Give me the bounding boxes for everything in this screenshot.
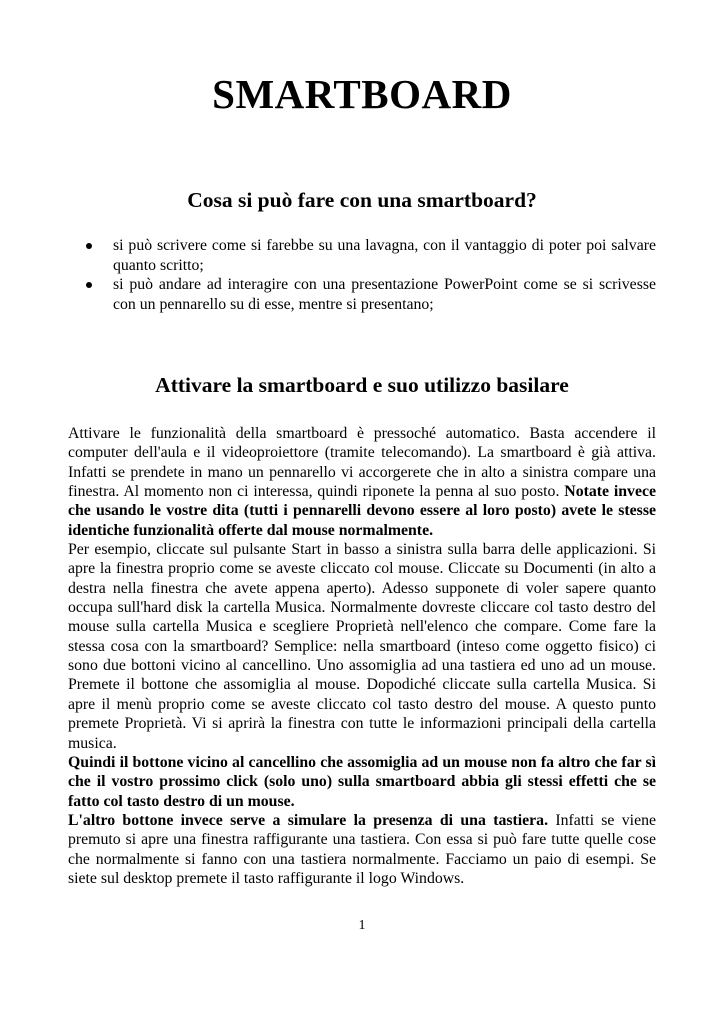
bullet-icon — [86, 243, 92, 249]
paragraph-emphasis: Quindi il bottone vicino al cancellino che assomiglia ad un mouse non fa altro che far sì che il vostro prossimo click (solo uno) sulla smartboard abbia gli stessi effetti che se fatto col tasto destro di un mouse. — [68, 753, 656, 810]
feature-list — [68, 236, 656, 314]
bullet-icon — [86, 282, 92, 288]
list-item — [68, 236, 656, 275]
list-item — [68, 275, 656, 314]
paragraph — [68, 811, 656, 888]
paragraph: Per esempio, cliccate sul pulsante Start in basso a sinistra sulla barra delle applicazioni. Si apre la finestra proprio come se aveste cliccato col mouse. Cliccate su Documenti (in alto a destra nella finestra che avete appena aperto). Adesso supponete di voler sapere quanto occupa sull'hard disk la cartella Musica. Normalmente dovreste cliccare col tasto destro del mouse sulla cartella Musica e scegliere Proprietà nell'elenco che compare. Come fare la stessa cosa con la smartboard? Semplice: nella smartboard (inteso come oggetto fisico) ci sono due bottoni vicino al cancellino. Uno assomiglia ad una tastiera ed uno ad un mouse. Premete il bottone che assomiglia al mouse. Dopodiché cliccate sulla cartella Musica. Si apre il menù proprio come se aveste cliccato col tasto destro del mouse. A questo punto premete Proprietà. Vi si aprirà la finestra con tutte le informazioni principali della cartella musica. — [68, 541, 656, 752]
body-text — [68, 424, 656, 888]
paragraph-emphasis: L'altro bottone invece serve a simulare la presenza di una tastiera. — [68, 811, 549, 829]
paragraph — [68, 753, 656, 811]
paragraph-text: Attivare le funzionalità della smartboard è pressoché automatico. Basta accendere il computer dell'aula e il videoproiettore (tramite telecomando). La smartboard è già attiva. Infatti se prendete in mano un pennarello vi accorgerete che in alto a sinistra compare una finestra. Al momento non ci interessa, quindi riponete la penna al suo posto. — [68, 425, 656, 501]
list-item-text: si può scrivere come si farebbe su una lavagna, con il vantaggio di poter poi salvare quanto scritto; — [113, 237, 656, 274]
page-number: 1 — [358, 918, 366, 933]
page-title: SMARTBOARD — [212, 71, 512, 117]
section-heading-what-can-do: Cosa si può fare con una smartboard? — [187, 188, 537, 212]
paragraph — [68, 424, 656, 540]
paragraph-emphasis: Notate invece che usando le vostre dita (tutti i pennarelli devono essere al loro posto) avete le stesse identiche funzionalità offerte dal mouse normalmente. — [68, 483, 656, 539]
paragraph-text: Infatti se viene premuto si apre una finestra raffigurante una tastiera. Con essa si può fare tutte quelle cose che normalmente si fanno con una tastiera normalmente. Facciamo un paio di esempi. Se siete sul desktop premete il tasto raffigurante il logo Windows. — [68, 811, 656, 887]
list-item-text: si può andare ad interagire con una presentazione PowerPoint come se si scrivesse con un pennarello su di esse, mentre si presentano; — [113, 276, 656, 313]
section-heading-activation: Attivare la smartboard e suo utilizzo basilare — [155, 373, 569, 397]
